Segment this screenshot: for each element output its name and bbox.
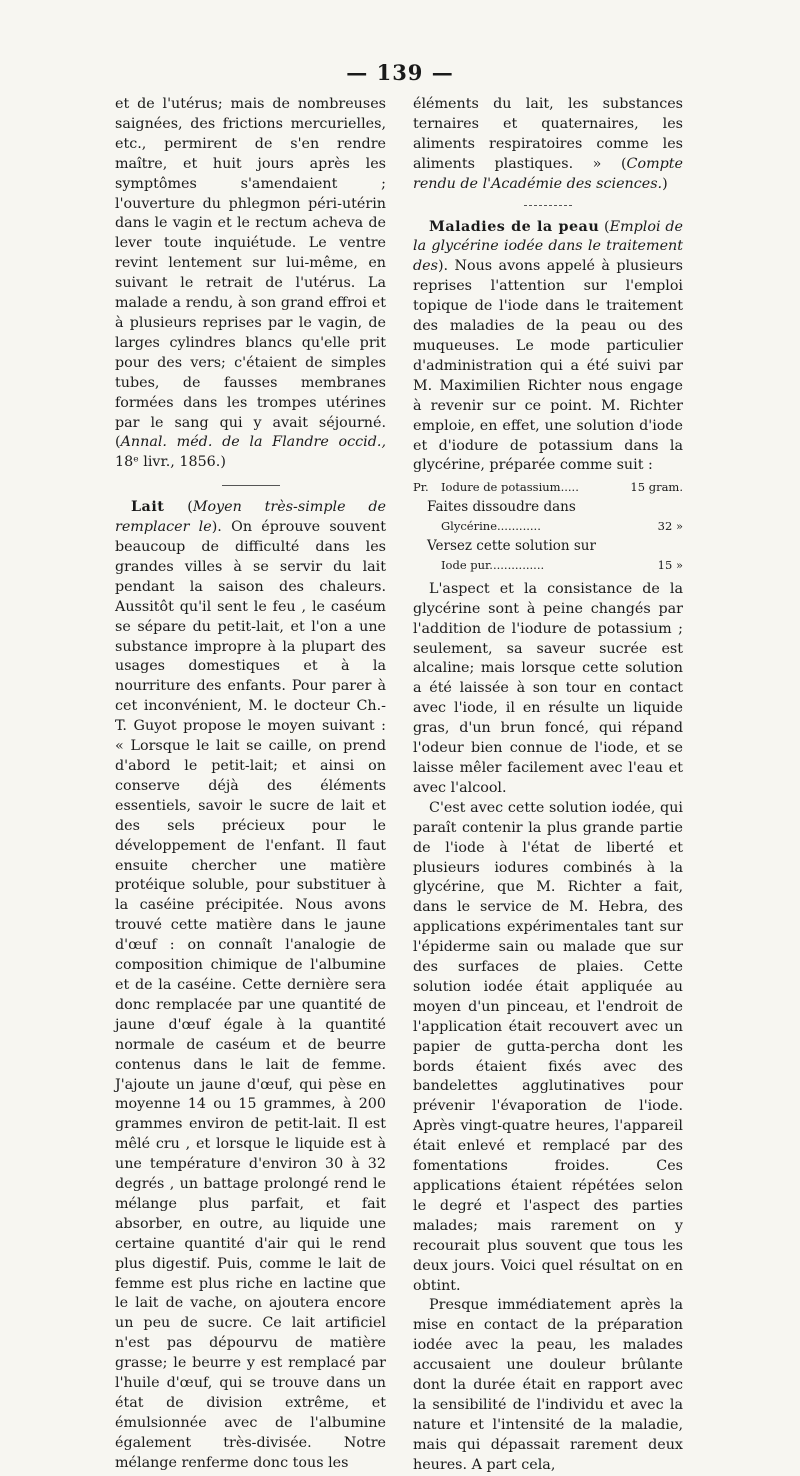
paragraph bbox=[413, 218, 683, 477]
recipe-lead: Pr. bbox=[413, 480, 429, 495]
right-column bbox=[413, 95, 683, 1476]
paragraph-text: Nous avons appelé à plusieurs reprises l'attention sur l'emploi topique de l'iode dans le traitement des maladies de la peau ou des muqueuses. Le mode particulier d'administration qui a été suivi par M. Maximilien Richter nous engage à revenir sur ce point. M. Richter emploie, en effet, une solution d'iode et d'iodure de potassium dans la glycérine, préparée comme suit : bbox=[413, 258, 684, 474]
recipe-line bbox=[413, 556, 683, 576]
paragraph-text: et de l'utérus; mais de nombreuses saignées, des frictions mercurielles, etc., permirent de s'en rendre maître, et huit jours après les symptômes s'amendaient ; l'ouverture du phlegmon péri-utérin dans le vagin et le rectum acheva de lever toute inquiétude. Le ventre revint lentement sur lui-même, en suivant le retrait de l'utérus. La malade a rendu, à son grand effroi et à plusieurs reprises par le vagin, de larges cylindres blancs qu'elle prit pour des vers; c'étaient de simples tubes, de fausses membranes formées dans les trompes utérines par le sang qui y avait séjourné. bbox=[115, 96, 386, 431]
recipe-quantity: 15 » bbox=[657, 558, 683, 573]
subtitle-close: ). bbox=[211, 519, 232, 536]
source-citation: Annal. méd. de la Flandre occid., bbox=[120, 434, 386, 451]
section-heading: Maladies de la peau bbox=[429, 218, 600, 235]
section-subtitle: Emploi de la glycérine iodée dans le traitement des bbox=[413, 218, 683, 275]
source-open: ( bbox=[601, 155, 627, 172]
left-column bbox=[115, 95, 386, 1474]
subtitle-open: ( bbox=[599, 218, 610, 235]
section-subtitle: Moyen très-simple de remplacer le bbox=[115, 499, 387, 536]
recipe-quantity: 15 gram. bbox=[630, 480, 683, 495]
recipe-line bbox=[413, 478, 683, 498]
paragraph bbox=[115, 498, 386, 1473]
recipe-lead-blank bbox=[413, 556, 441, 576]
paragraph bbox=[115, 95, 386, 473]
source-citation: Compte rendu de l'Académie des sciences. bbox=[413, 155, 684, 192]
source-close: 18ᵉ livr., 1856.) bbox=[115, 454, 226, 471]
recipe-line bbox=[413, 517, 683, 537]
section-divider bbox=[524, 205, 572, 206]
recipe-item: Glycérine............ bbox=[441, 519, 541, 534]
source-close: ) bbox=[662, 175, 668, 192]
paragraph: L'aspect et la consistance de la glycérine sont à peine changés par l'addition de l'iodure de potassium ; seulement, sa saveur sucrée est alcaline; mais lorsque cette solution a été laissée à son tour en contact avec l'iode, il en résulte un liquide gras, d'un brun foncé, qui répand l'odeur bien connue de l'iode, et se laisse mêler facilement avec l'eau et avec l'alcool. bbox=[413, 580, 683, 796]
subtitle-open: ( bbox=[164, 499, 193, 516]
recipe-item: Iode pur............... bbox=[441, 558, 545, 573]
recipe-instruction: Versez cette solution sur bbox=[427, 537, 596, 554]
paragraph-text: On éprouve souvent beaucoup de difficulté dans les grandes villes à se servir du lait pendant la saison des chaleurs. Aussitôt qu'il sent le feu , le caséum se sépare du petit-lait, et l'on a une substance impropre à la plupart des usages domestiques et à la nourriture des enfants. Pour parer à cet inconvénient, M. le docteur Ch.-T. Guyot propose le moyen suivant : « Lorsque le lait se caille, on prend d'abord le petit-lait; et ainsi on conserve déjà des éléments essentiels, savoir le sucre de lait et des sels précieux pour le développement de l'enfant. Il faut ensuite chercher une matière protéique soluble, pour substituer à la caséine précipitée. Nous avons trouvé cette matière dans le jaune d'œuf : on connaît l'analogie de composition chimique de l'albumine et de la caséine. Cette dernière sera donc remplacée par une quantité de jaune d'œuf égale à la quantité normale de caséum et de beurre contenus dans le lait de femme. J'ajoute un jaune d'œuf, qui pèse en moyenne 14 ou 15 grammes, à 200 grammes environ de petit-lait. Il est mêlé cru , et lorsque le liquide est à une température d'environ 30 à 32 degrés , un battage prolongé rend le mélange plus parfait, et fait absorber, en outre, au liquide une certaine quantité d'air qui le rend plus digestif. Puis, comme le lait de femme est plus riche en lactine que le lait de vache, on ajoutera encore un peu de sucre. Ce lait artificiel n'est pas dépourvu de matière grasse; le beurre y est remplacé par l'huile d'œuf, qui se trouve dans un état de division extrême, et émulsionnée avec de l'albumine également très-divisée. Notre mélange renferme donc tous les bbox=[115, 519, 386, 1471]
recipe-instruction: Faites dissoudre dans bbox=[427, 498, 576, 515]
paragraph bbox=[413, 95, 683, 195]
paragraph: Presque immédiatement après la mise en contact de la préparation iodée avec la peau, les malades accusaient une douleur brûlante dont la durée était en rapport avec la sensibilité de l'individu et avec la nature et l'intensité de la maladie, mais qui dépassait rarement deux heures. A part cela, bbox=[413, 1297, 683, 1473]
subtitle-close: ). bbox=[437, 258, 455, 275]
paragraph-text: éléments du lait, les substances ternaires et quaternaires, les aliments respiratoires comme les aliments plastiques. » bbox=[413, 96, 683, 172]
recipe bbox=[413, 478, 683, 576]
source-open: ( bbox=[115, 434, 121, 451]
page-number: — 139 — bbox=[346, 60, 454, 85]
paragraph: C'est avec cette solution iodée, qui paraît contenir la plus grande partie de l'iode à l'état de liberté et plusieurs iodures combinés à la glycérine, que M. Richter a fait, dans le service de M. Hebra, des applications expérimentales tant sur l'épiderme sain ou malade que sur des surfaces de plaies. Cette solution iodée était appliquée au moyen d'un pinceau, et l'endroit de l'application était recouvert avec un papier de gutta-percha dont les bords étaient fixés avec des bandelettes agglutinatives pour prévenir l'évaporation de l'iode. Après vingt-quatre heures, l'appareil était enlevé et remplacé par des fomentations froides. Ces applications étaient répétées selon le degré et l'aspect des parties malades; mais rarement on y recourait plus souvent que tous les deux jours. Voici quel résultat on en obtint. bbox=[413, 799, 683, 1294]
section-heading: Lait bbox=[131, 499, 165, 516]
recipe-item: Iodure de potassium..... bbox=[441, 480, 579, 495]
recipe-lead-blank bbox=[413, 517, 441, 537]
section-divider bbox=[222, 485, 280, 486]
recipe-quantity: 32 » bbox=[657, 519, 683, 534]
